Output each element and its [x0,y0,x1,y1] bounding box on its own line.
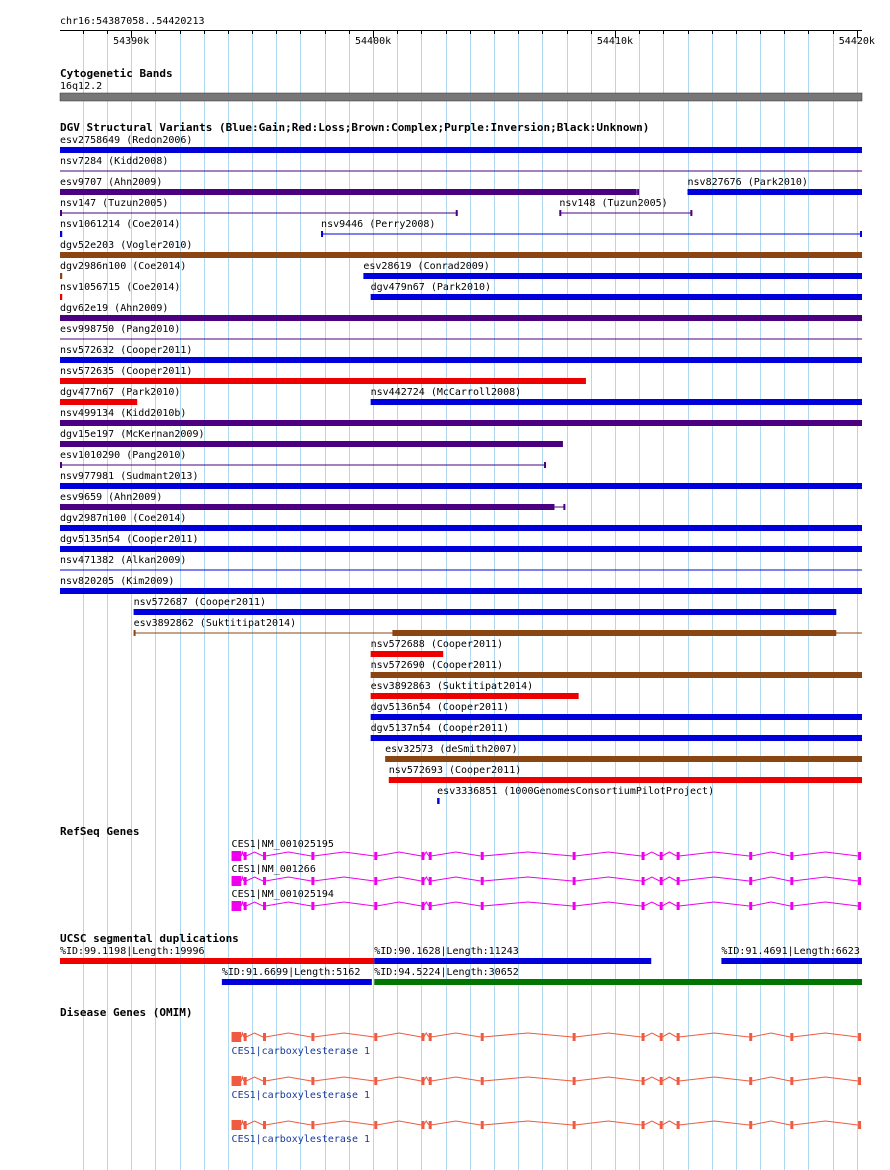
segdup-bar[interactable] [374,958,651,964]
refseq-intron [265,902,311,906]
omim-exon[interactable] [374,1121,377,1129]
refseq-exon[interactable] [263,877,266,885]
refseq-intron [483,877,573,881]
dgv-feature-label: nsv977981 (Sudmant2013) [60,471,199,482]
dgv-feature-bar[interactable] [60,546,862,552]
omim-exon[interactable] [232,1032,242,1042]
omim-exon[interactable] [244,1121,247,1129]
omim-exon[interactable] [790,1033,793,1041]
dgv-feature-label: nsv572635 (Cooper2011) [60,366,193,377]
segdup-bar[interactable] [721,958,862,964]
omim-gene-label[interactable]: CES1|carboxylesterase 1 [231,1134,371,1145]
omim-intron [483,1033,573,1037]
ruler-tick-label: 54420k [838,36,875,47]
dgv-feature-label: dgv15e197 (McKernan2009) [60,429,205,440]
omim-intron [679,1033,749,1037]
refseq-intron [314,852,374,856]
dgv-feature-bar[interactable] [60,588,862,594]
dgv-feature-bar[interactable] [371,651,444,657]
omim-intron [246,1033,263,1037]
refseq-intron [246,902,263,906]
dgv-feature-label: dgv2987n100 (Coe2014) [60,513,187,524]
omim-intron [424,1121,429,1125]
dgv-feature-label: dgv5137n54 (Cooper2011) [370,723,510,734]
refseq-exon[interactable] [642,902,645,910]
dgv-feature-bar[interactable] [60,525,862,531]
omim-intron [483,1121,573,1125]
omim-exon[interactable] [421,1033,424,1041]
omim-exon[interactable] [481,1077,484,1085]
refseq-intron [246,877,263,881]
refseq-exon[interactable] [232,876,242,886]
omim-intron [241,1077,243,1081]
dgv-feature-label: esv9707 (Ahn2009) [60,177,163,188]
dgv-feature-label: nsv827676 (Park2010) [687,177,808,188]
omim-track-title[interactable]: Disease Genes (OMIM) [60,1006,193,1019]
refseq-intron [575,877,642,881]
refseq-intron [644,852,660,856]
refseq-exon[interactable] [263,852,266,860]
refseq-exon[interactable] [374,902,377,910]
omim-exon[interactable] [749,1033,752,1041]
omim-intron [644,1033,660,1037]
cytoband-bar[interactable] [60,93,862,101]
refseq-intron [265,877,311,881]
dgv-feature-label: nsv572687 (Cooper2011) [133,597,267,608]
omim-exon[interactable] [481,1121,484,1129]
dgv-feature-bar[interactable] [60,399,137,405]
omim-intron [265,1121,311,1125]
segdup-bar[interactable] [60,958,374,964]
refseq-exon[interactable] [749,902,752,910]
omim-intron [793,1121,858,1125]
dgv-feature-label: esv3892863 (Suktitipat2014) [370,681,534,692]
refseq-exon[interactable] [858,902,861,910]
omim-exon[interactable] [573,1077,576,1085]
dgv-feature-bar[interactable] [371,399,862,405]
omim-exon[interactable] [263,1121,266,1129]
refseq-exon[interactable] [374,877,377,885]
dgv-feature-bar[interactable] [437,798,439,804]
refseq-intron [424,877,429,881]
dgv-feature-bar[interactable] [60,357,862,363]
refseq-intron [793,877,858,881]
omim-intron [314,1121,374,1125]
omim-intron [377,1033,422,1037]
refseq-exon[interactable] [642,877,645,885]
dgv-feature-label: nsv7284 (Kidd2008) [60,156,169,167]
dgv-feature-cap [60,462,62,468]
dgv-feature-bar[interactable] [363,273,862,279]
dgv-feature-bar[interactable] [371,714,862,720]
omim-exon[interactable] [311,1121,314,1129]
refseq-intron [241,852,243,856]
omim-exon[interactable] [421,1077,424,1085]
dgv-feature-bar[interactable] [60,147,862,153]
dgv-feature-label: dgv477n67 (Park2010) [60,387,181,398]
omim-exon[interactable] [263,1077,266,1085]
dgv-feature-bar[interactable] [60,171,862,172]
refseq-intron [483,852,573,856]
omim-exon[interactable] [232,1076,242,1086]
dgv-feature-bar[interactable] [688,189,862,195]
dgv-feature-bar[interactable] [371,693,579,699]
refseq-intron [679,877,749,881]
segdup-label: %ID:90.1628|Length:11243 [374,946,519,957]
refseq-exon[interactable] [660,877,663,885]
omim-exon[interactable] [660,1077,663,1085]
refseq-exon[interactable] [232,851,242,861]
dgv-feature-label: dgv52e203 (Vogler2010) [60,240,193,251]
omim-exon[interactable] [429,1033,432,1041]
dgv-feature-bar[interactable] [134,609,837,615]
refseq-intron [575,902,642,906]
dgv-feature-label: esv32573 (deSmith2007) [385,744,518,755]
omim-intron [314,1033,374,1037]
refseq-intron [431,902,481,906]
omim-intron [662,1033,677,1037]
omim-exon[interactable] [790,1077,793,1085]
omim-exon[interactable] [642,1033,645,1041]
refseq-exon[interactable] [749,877,752,885]
omim-exon[interactable] [677,1033,680,1041]
refseq-exon[interactable] [232,901,242,911]
omim-intron [431,1033,481,1037]
dgv-feature-bar[interactable] [60,339,862,340]
dgv-feature-label: nsv1056715 (Coe2014) [60,282,181,293]
omim-intron [662,1077,677,1081]
dgv-feature-cap [563,504,565,510]
dgv-feature-label: nsv147 (Tuzun2005) [60,198,169,209]
refseq-exon[interactable] [481,902,484,910]
location-label: chr16:54387058..54420213 [60,16,205,27]
dgv-feature-bar[interactable] [321,234,862,235]
refseq-intron [644,902,660,906]
omim-intron [424,1077,429,1081]
omim-exon[interactable] [858,1033,861,1041]
refseq-intron [679,852,749,856]
dgv-feature-label: nsv572688 (Cooper2011) [370,639,504,650]
refseq-transcript-label: CES1|NM_001266 [231,864,316,875]
dgv-feature-bar[interactable] [60,504,554,510]
omim-exon[interactable] [642,1121,645,1129]
dgv-feature-bar[interactable] [385,756,862,762]
omim-exon[interactable] [573,1033,576,1041]
omim-intron [377,1121,422,1125]
dgv-feature-bar[interactable] [60,441,563,447]
segdup-bar[interactable] [374,979,862,985]
omim-exon[interactable] [232,1120,242,1130]
refseq-intron [314,902,374,906]
dgv-feature-bar[interactable] [559,213,692,214]
segdup-label: %ID:94.5224|Length:30652 [374,967,519,978]
omim-intron [246,1077,263,1081]
refseq-intron [377,852,422,856]
refseq-intron [662,902,677,906]
refseq-exon[interactable] [573,852,576,860]
refseq-exon[interactable] [244,852,247,860]
dgv-feature-label: dgv5135n54 (Cooper2011) [60,534,199,545]
omim-exon[interactable] [263,1033,266,1041]
refseq-exon[interactable] [790,877,793,885]
refseq-exon[interactable] [311,877,314,885]
refseq-intron [377,902,422,906]
refseq-transcript-label: CES1|NM_001025194 [231,889,334,900]
omim-exon[interactable] [749,1121,752,1129]
refseq-exon[interactable] [429,902,432,910]
dgv-feature-bar[interactable] [60,273,62,279]
refseq-intron [241,877,243,881]
ruler-tick-label: 54390k [113,36,150,47]
dgv-feature-bar[interactable] [371,735,862,741]
dgv-feature-label: dgv62e19 (Ahn2009) [60,303,169,314]
dgv-feature-label: nsv148 (Tuzun2005) [559,198,668,209]
ruler-tick-label: 54400k [354,36,392,47]
refseq-intron [314,877,374,881]
cytoband-track-title[interactable]: Cytogenetic Bands [60,67,173,80]
refseq-exon[interactable] [573,902,576,910]
refseq-intron [424,902,429,906]
refseq-exon[interactable] [244,902,247,910]
dgv-feature-label: nsv572690 (Cooper2011) [370,660,504,671]
refseq-exon[interactable] [790,852,793,860]
segdup-bar[interactable] [222,979,372,985]
omim-exon[interactable] [429,1077,432,1085]
omim-exon[interactable] [429,1121,432,1129]
refseq-intron [575,852,642,856]
dgv-feature-cap [559,210,561,216]
dgv-feature-label: esv998750 (Pang2010) [60,324,181,335]
omim-intron [377,1077,422,1081]
dgv-feature-bar[interactable] [60,231,62,237]
omim-exon[interactable] [421,1121,424,1129]
omim-intron [793,1077,858,1081]
dgv-feature-bar[interactable] [60,294,62,300]
omim-exon[interactable] [858,1077,861,1085]
dgv-feature-label: dgv5136n54 (Cooper2011) [370,702,510,713]
dgv-feature-cap [456,210,458,216]
refseq-exon[interactable] [660,902,663,910]
dgv-feature-bar[interactable] [60,213,458,214]
omim-exon[interactable] [677,1121,680,1129]
dgv-feature-bar[interactable] [60,483,862,489]
dgv-feature-bar[interactable] [60,378,586,384]
refseq-exon[interactable] [677,877,680,885]
segdup-label: %ID:91.4691|Length:6623 [721,946,860,957]
refseq-exon[interactable] [677,902,680,910]
omim-intron [679,1121,749,1125]
refseq-exon[interactable] [374,852,377,860]
ruler-tick-label: 54410k [596,36,634,47]
omim-exon[interactable] [244,1033,247,1041]
refseq-exon[interactable] [421,852,424,860]
omim-intron [483,1077,573,1081]
omim-intron [644,1077,660,1081]
dgv-feature-bar[interactable] [371,294,862,300]
refseq-exon[interactable] [858,852,861,860]
refseq-transcript-label: CES1|NM_001025195 [231,839,334,850]
omim-intron [575,1121,642,1125]
omim-intron [662,1121,677,1125]
omim-intron [575,1033,642,1037]
cytoband-label: 16q12.2 [60,81,103,92]
omim-intron [679,1077,749,1081]
refseq-exon[interactable] [311,852,314,860]
dgv-feature-label: esv1010290 (Pang2010) [60,450,187,461]
omim-intron [314,1077,374,1081]
omim-exon[interactable] [660,1033,663,1041]
dgv-feature-label: nsv572693 (Cooper2011) [388,765,522,776]
dgv-feature-bar[interactable] [60,465,546,466]
dgv-feature-bar[interactable] [60,252,862,258]
refseq-intron [662,852,677,856]
omim-exon[interactable] [481,1033,484,1041]
omim-exon[interactable] [311,1033,314,1041]
omim-intron [241,1121,243,1125]
dgv-feature-label: esv2758649 (Redon2006) [60,135,193,146]
dgv-feature-label: dgv2986n100 (Coe2014) [60,261,187,272]
refseq-exon[interactable] [749,852,752,860]
refseq-intron [377,877,422,881]
segdup-label: %ID:99.1198|Length:19996 [60,946,205,957]
refseq-exon[interactable] [421,877,424,885]
refseq-intron [793,902,858,906]
refseq-intron [679,902,749,906]
omim-intron [424,1033,429,1037]
dgv-feature-label: nsv820205 (Kim2009) [60,576,175,587]
dgv-feature-bar[interactable] [60,315,862,321]
refseq-intron [793,852,858,856]
refseq-intron [662,877,677,881]
dgv-feature-label: nsv471382 (Alkan2009) [60,555,187,566]
refseq-intron [246,852,263,856]
omim-intron [793,1033,858,1037]
dgv-feature-cap [321,231,323,237]
dgv-feature-label: nsv1061214 (Coe2014) [60,219,181,230]
refseq-exon[interactable] [677,852,680,860]
omim-intron [431,1121,481,1125]
dgv-feature-cap [637,189,639,195]
dgv-feature-cap [134,630,136,636]
refseq-exon[interactable] [481,852,484,860]
omim-intron [265,1077,311,1081]
dgv-feature-cap [544,462,546,468]
dgv-track-title[interactable]: DGV Structural Variants (Blue:Gain;Red:Loss;Brown:Complex;Purple:Inversion;Black:Unknown) [60,121,650,134]
omim-intron [575,1077,642,1081]
omim-exon[interactable] [573,1121,576,1129]
omim-exon[interactable] [858,1121,861,1129]
dgv-feature-bar[interactable] [60,189,637,195]
omim-intron [241,1033,243,1037]
refseq-track-title[interactable]: RefSeq Genes [60,825,140,838]
refseq-intron [483,902,573,906]
dgv-feature-bar[interactable] [371,672,862,678]
refseq-exon[interactable] [642,852,645,860]
omim-intron [265,1033,311,1037]
refseq-exon[interactable] [311,902,314,910]
refseq-exon[interactable] [429,877,432,885]
omim-intron [246,1121,263,1125]
omim-intron [431,1077,481,1081]
dgv-feature-label: esv9659 (Ahn2009) [60,492,163,503]
refseq-intron [431,877,481,881]
refseq-exon[interactable] [858,877,861,885]
refseq-exon[interactable] [263,902,266,910]
dgv-feature-thick [392,630,836,636]
omim-exon[interactable] [660,1121,663,1129]
omim-exon[interactable] [244,1077,247,1085]
dgv-feature-bar[interactable] [60,570,862,571]
dgv-feature-cap [60,210,62,216]
ruler [60,30,875,47]
refseq-exon[interactable] [421,902,424,910]
omim-exon[interactable] [311,1077,314,1085]
omim-exon[interactable] [374,1077,377,1085]
omim-exon[interactable] [374,1033,377,1041]
dgv-feature-label: nsv9446 (Perry2008) [321,219,436,230]
dgv-feature-label: esv3336851 (1000GenomesConsortiumPilotProject) [437,786,715,797]
refseq-exon[interactable] [481,877,484,885]
dgv-feature-label: esv3892862 (Suktitipat2014) [133,618,297,629]
omim-intron [644,1121,660,1125]
refseq-exon[interactable] [660,852,663,860]
dgv-feature-cap [690,210,692,216]
dgv-feature-cap [860,231,862,237]
refseq-exon[interactable] [244,877,247,885]
refseq-exon[interactable] [429,852,432,860]
refseq-intron [241,902,243,906]
omim-gene-label[interactable]: CES1|carboxylesterase 1 [231,1046,371,1057]
segdup-label: %ID:91.6699|Length:5162 [221,967,361,978]
refseq-intron [644,877,660,881]
dgv-feature-bar[interactable] [60,420,862,426]
dgv-feature-label: nsv499134 (Kidd2010b) [60,408,187,419]
omim-exon[interactable] [749,1077,752,1085]
dgv-feature-label: nsv572632 (Cooper2011) [60,345,193,356]
refseq-intron [424,852,429,856]
refseq-intron [431,852,481,856]
omim-exon[interactable] [790,1121,793,1129]
dgv-feature-bar[interactable] [389,777,862,783]
dgv-feature-label: dgv479n67 (Park2010) [370,282,492,293]
dgv-feature-label: nsv442724 (McCarroll2008) [370,387,522,398]
refseq-exon[interactable] [790,902,793,910]
omim-exon[interactable] [677,1077,680,1085]
dgv-feature-label: esv28619 (Conrad2009) [363,261,490,272]
refseq-intron [265,852,311,856]
segdup-track-title[interactable]: UCSC segmental duplications [60,932,239,945]
omim-gene-label[interactable]: CES1|carboxylesterase 1 [231,1090,371,1101]
omim-exon[interactable] [642,1077,645,1085]
refseq-exon[interactable] [573,877,576,885]
